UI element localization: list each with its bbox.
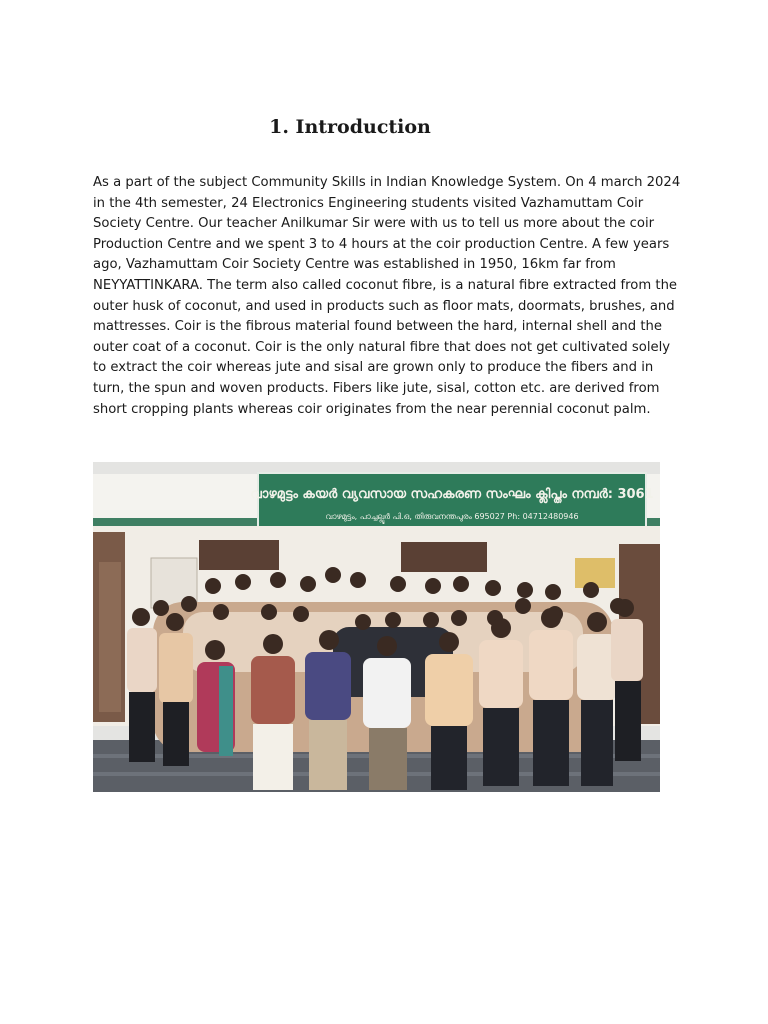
intro-paragraph: As a part of the subject Community Skills in Indian Knowledge System. On 4 march 2024 in the 4th semester, 24 Electronics Engineering students visited Vazhamuttam Coir Society Centre. Our teacher Anilkumar Sir were with us to tell us more about the coir Production Centre and we spent 3 to 4 hours at the coir production Centre. A few years ago, Vazhamuttam Coir Society Centre was established in 1950, 16km far from NEYYATTINKARA. The term also called coconut fibre, is a natural fibre extracted from the outer husk of coconut, and used in products such as floor mats, doormats, brushes, and mattresses. Coir is the fibrous material found between the hard, internal shell and the outer coat of a coconut. Coir is the only natural fibre that does not get cultivated solely to extract the coir whereas jute and sisal are grown only to produce the fibers and in turn, the spun and woven products. Fibers like jute, sisal, cotton etc. are derived from short cropping plants whereas coir originates from the near perennial coconut palm.: [93, 175, 681, 417]
section-heading: 1. Introduction: [269, 116, 431, 138]
society-signboard: [250, 473, 653, 527]
group-photo: [93, 462, 660, 792]
sign-address: വാഴമുട്ടം, പാച്ചല്ലൂർ പി.ഒ, തിരുവനന്തപുരം 695027 Ph: 04712480946: [325, 512, 579, 521]
sign-title: വാഴമുട്ടം കയർ വ്യവസായ സഹകരണ സംഘം ക്ലിപ്തം നമ്പർ: 3061: [250, 487, 654, 502]
